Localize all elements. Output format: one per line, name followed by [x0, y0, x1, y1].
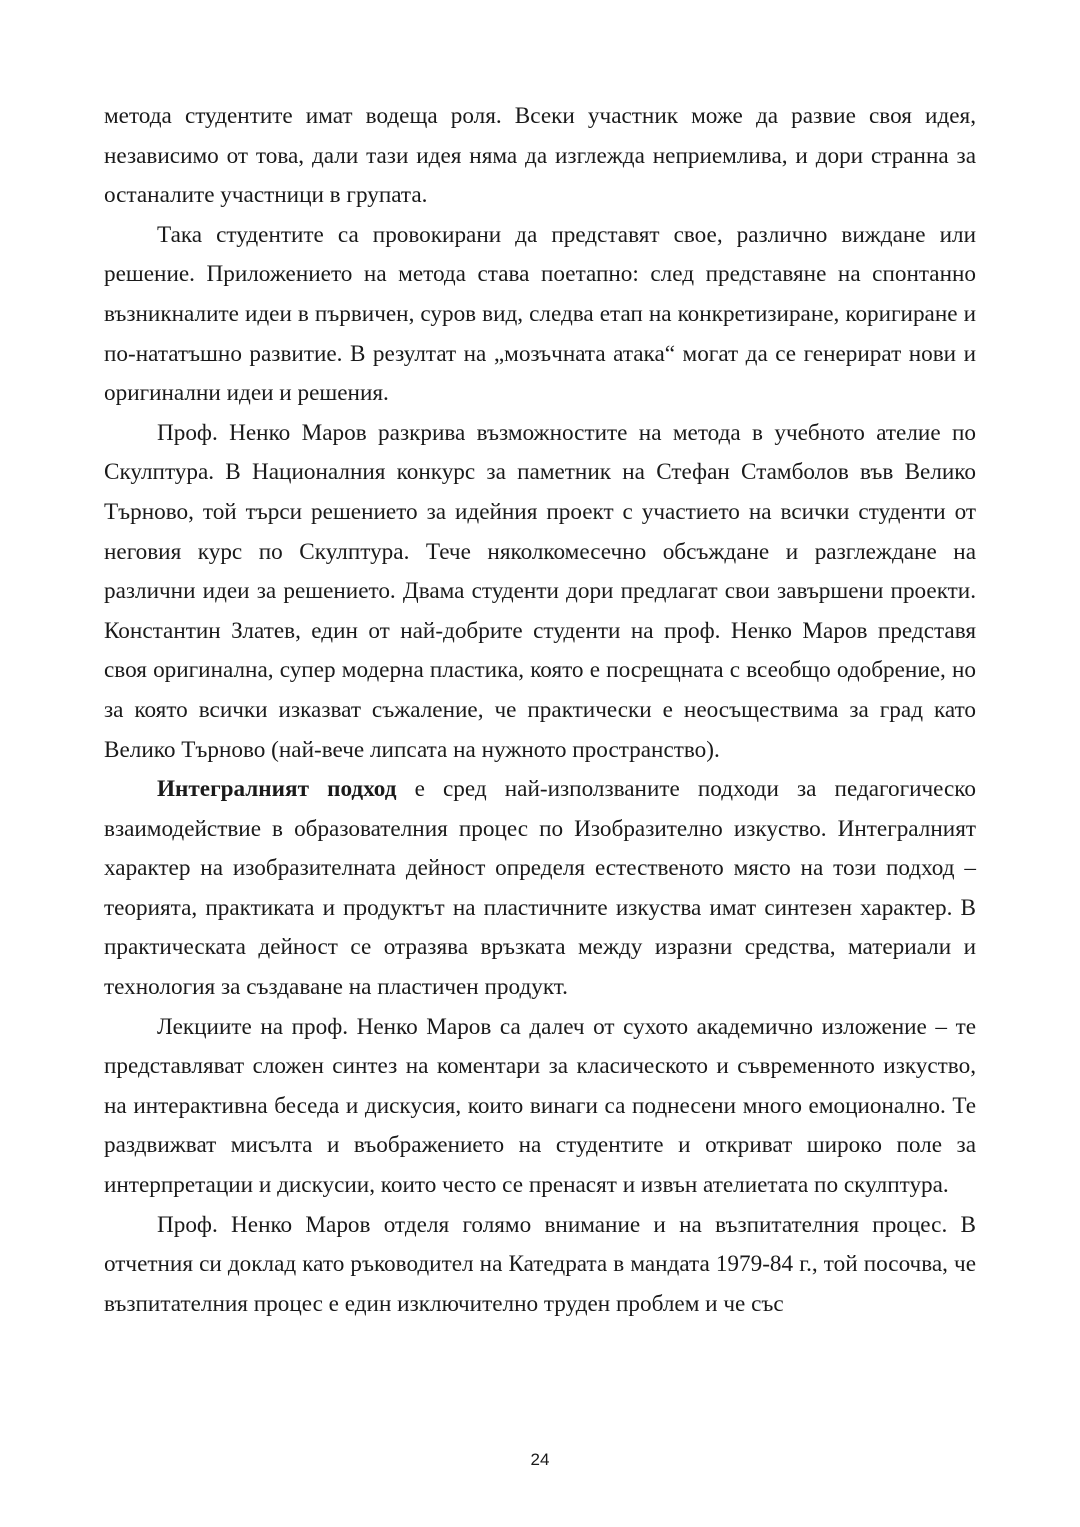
- bold-term: Интегралният подход: [157, 776, 397, 803]
- paragraph-4: Интегралният подход е сред най-използваните подходи за педагогическо взаимодействие в образователния процес по Изобразително изкуство. Интегралният характер на изобразителната дейност определя естественото място на този подход – теорията, практиката и продуктът на пластичните изкуства имат синтезен характер. В практическата дейност се отразява връзката между изразни средства, материали и технология за създаване на пластичен продукт.: [104, 776, 976, 1001]
- paragraph-2: Така студентите са провокирани да представят свое, различно виждане или решение. Приложението на метода става поетапно: след представяне на спонтанно възникналите идеи в първичен, суров вид, следва етап на конкретизиране, коригиране и по-нататъшно развитие. В резултат на „мозъчната атака“ могат да се генерират нови и оригинални идеи и решения.: [104, 221, 976, 407]
- paragraph-3: Проф. Ненко Маров разкрива възможностите на метода в учебното ателие по Скулптура. В Националния конкурс за паметник на Стефан Стамболов във Велико Търново, той търси решението за идейния проект с участието на всички студенти от неговия курс по Скулптура. Тече няколкомесечно обсъждане и разглеждане на различни идеи за решението. Двама студенти дори предлагат свои завършени проекти. Константин Златев, един от най-добрите студенти на проф. Ненко Маров представя своя оригинална, супер модерна пластика, която е посрещната с всеобщо одобрение, но за която всички изказват съжаление, че практически е неосъществима за град като Велико Търново (най-вече липсата на нужното пространство).: [104, 419, 976, 763]
- page-number: 24: [530, 1450, 550, 1469]
- paragraph-6: Проф. Ненко Маров отделя голямо внимание и на възпитателния процес. В отчетния си доклад като ръководител на Катедрата в мандата 1979-84 г., той посочва, че възпитателния процес е един изключително труден проблем и че със: [104, 1211, 976, 1317]
- paragraph-5: Лекциите на проф. Ненко Маров са далеч от сухото академично изложение – те представляват сложен синтез на коментари за класическото и съвременното изкуство, на интерактивна беседа и дискусия, които винаги са поднесени много емоционално. Те раздвижват мисълта и въображението на студентите и откриват широко поле за интерпретации и дискусии, които често се пренасят и извън ателиетата по скулптура.: [104, 1013, 976, 1199]
- paragraph-1: метода студентите имат водеща роля. Всеки участник може да развие своя идея, независимо от това, дали тази идея няма да изглежда неприемлива, и дори странна за останалите участници в групата.: [104, 103, 976, 209]
- body-text: [104, 97, 976, 1324]
